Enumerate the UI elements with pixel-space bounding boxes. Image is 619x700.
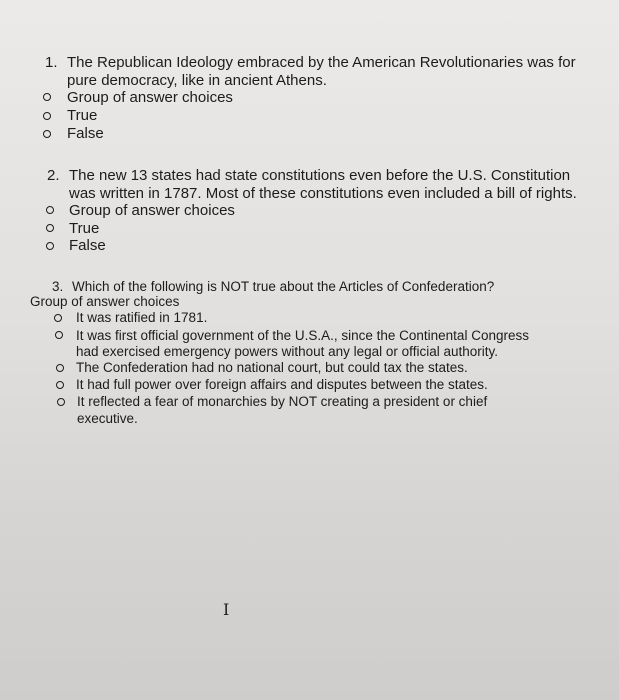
question-text: was written in 1787. Most of these constitutions even included a bill of rights. <box>69 185 577 202</box>
question-number: 3. <box>52 279 64 294</box>
radio-bullet-icon[interactable] <box>56 381 64 389</box>
question-text: pure democracy, like in ancient Athens. <box>67 72 327 89</box>
answer-option-continued[interactable]: executive. <box>77 411 138 426</box>
group-label: Group of answer choices <box>30 294 180 309</box>
radio-bullet-icon[interactable] <box>43 93 51 101</box>
radio-bullet-icon[interactable] <box>43 130 51 138</box>
answer-option-continued[interactable]: had exercised emergency powers without any legal or official authority. <box>76 344 498 359</box>
radio-bullet-icon[interactable] <box>46 242 54 250</box>
radio-bullet-icon[interactable] <box>55 331 63 339</box>
question-number: 1. <box>45 54 58 71</box>
radio-bullet-icon[interactable] <box>57 398 65 406</box>
question-text: Which of the following is NOT true about the Articles of Confederation? <box>72 279 495 294</box>
answer-option[interactable]: Group of answer choices <box>67 89 233 106</box>
radio-bullet-icon[interactable] <box>43 112 51 120</box>
text-cursor-icon: I <box>223 600 230 619</box>
answer-option[interactable]: False <box>67 125 104 142</box>
question-number: 2. <box>47 167 60 184</box>
answer-option[interactable]: It had full power over foreign affairs and disputes between the states. <box>76 377 488 392</box>
question-text: The Republican Ideology embraced by the American Revolutionaries was for <box>67 54 576 71</box>
radio-bullet-icon[interactable] <box>46 206 54 214</box>
answer-option[interactable]: It was first official government of the U.S.A., since the Continental Congress <box>76 328 529 343</box>
answer-option[interactable]: Group of answer choices <box>69 202 235 219</box>
radio-bullet-icon[interactable] <box>54 314 62 322</box>
answer-option[interactable]: True <box>67 107 98 124</box>
question-text: The new 13 states had state constitutions even before the U.S. Constitution <box>69 167 571 184</box>
answer-option[interactable]: It reflected a fear of monarchies by NOT creating a president or chief <box>77 394 488 409</box>
answer-option[interactable]: True <box>69 220 100 237</box>
answer-option[interactable]: It was ratified in 1781. <box>76 310 208 325</box>
radio-bullet-icon[interactable] <box>46 224 54 232</box>
answer-option[interactable]: False <box>69 237 106 254</box>
answer-option[interactable]: The Confederation had no national court, but could tax the states. <box>76 360 468 375</box>
radio-bullet-icon[interactable] <box>56 364 64 372</box>
